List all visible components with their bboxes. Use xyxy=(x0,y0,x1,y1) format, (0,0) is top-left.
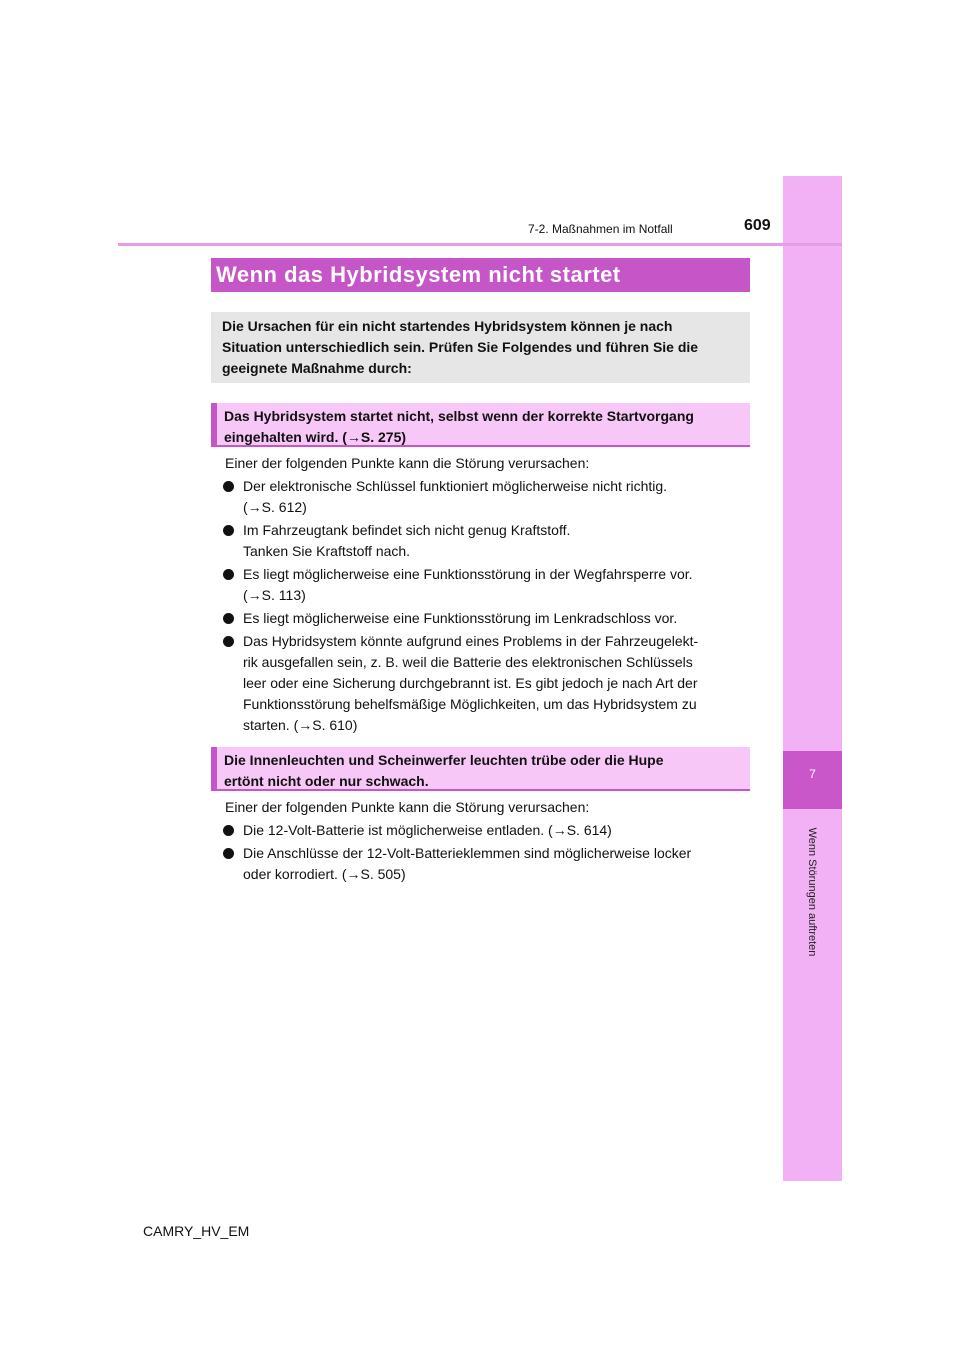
page-title: Wenn das Hybridsystem nicht startet xyxy=(211,258,750,292)
list-item xyxy=(219,608,745,629)
item-line: Tanken Sie Kraftstoff nach. xyxy=(243,543,411,559)
subheading-innenleuchten xyxy=(211,747,750,791)
item-line: Die Anschlüsse der 12-Volt-Batterieklemmen sind möglicherweise locker xyxy=(243,845,692,861)
item-line: Es liegt möglicherweise eine Funktionsstörung im Lenkradschloss vor. xyxy=(243,610,678,626)
item-line: Es liegt möglicherweise eine Funktionsstörung in der Wegfahrsperre vor. xyxy=(243,566,693,582)
item-line: Der elektronische Schlüssel funktioniert möglicherweise nicht richtig. xyxy=(243,478,668,494)
bullet-icon xyxy=(223,481,234,492)
subheading-line: Die Innenleuchten und Scheinwerfer leuchten trübe oder die Hupe xyxy=(224,752,664,768)
section-lead: Einer der folgenden Punkte kann die Störung verursachen: xyxy=(225,455,590,471)
subheading-startvorgang xyxy=(211,403,750,447)
chapter-side-tab xyxy=(783,176,842,1181)
item-line: Das Hybridsystem könnte aufgrund eines Problems in der Fahrzeugelekt- xyxy=(243,633,699,649)
item-line: Die 12-Volt-Batterie ist möglicherweise entladen. (→S. 614) xyxy=(243,822,612,838)
chapter-label: Wenn Störungen auftreten xyxy=(806,827,818,957)
list-item xyxy=(219,476,745,518)
section-lead: Einer der folgenden Punkte kann die Störung verursachen: xyxy=(225,799,590,815)
bullet-icon xyxy=(223,825,234,836)
bullet-icon xyxy=(223,569,234,580)
bullet-icon xyxy=(223,613,234,624)
bullet-icon xyxy=(223,848,234,859)
chapter-number: 7 xyxy=(809,767,816,781)
item-line: oder korrodiert. (→S. 505) xyxy=(243,866,406,882)
subheading-line: ertönt nicht oder nur schwach. xyxy=(224,773,429,789)
page-number: 609 xyxy=(744,217,771,234)
bullet-icon xyxy=(223,525,234,536)
section-path: 7-2. Maßnahmen im Notfall xyxy=(528,222,673,236)
cause-list xyxy=(219,476,745,738)
list-item xyxy=(219,520,745,562)
subheading-line: eingehalten wird. (→S. 275) xyxy=(224,429,407,445)
item-line: starten. (→S. 610) xyxy=(243,717,358,733)
item-line: Im Fahrzeugtank befindet sich nicht genug Kraftstoff. xyxy=(243,522,571,538)
item-line: (→S. 612) xyxy=(243,499,307,515)
intro-line: geeignete Maßnahme durch: xyxy=(222,360,412,376)
subheading-line: Das Hybridsystem startet nicht, selbst wenn der korrekte Startvorgang xyxy=(224,408,694,424)
list-item xyxy=(219,843,745,885)
list-item xyxy=(219,564,745,606)
item-line: leer oder eine Sicherung durchgebrannt ist. Es gibt jedoch je nach Art der xyxy=(243,675,698,691)
bullet-icon xyxy=(223,636,234,647)
item-line: Funktionsstörung behelfsmäßige Möglichkeiten, um das Hybridsystem zu xyxy=(243,696,697,712)
list-item xyxy=(219,631,745,736)
document-code: CAMRY_HV_EM xyxy=(143,1223,250,1239)
intro-line: Situation unterschiedlich sein. Prüfen Sie Folgendes und führen Sie die xyxy=(222,339,699,355)
header-rule xyxy=(118,243,842,246)
intro-box xyxy=(211,312,750,383)
item-line: rik ausgefallen sein, z. B. weil die Batterie des elektronischen Schlüssels xyxy=(243,654,693,670)
item-line: (→S. 113) xyxy=(243,587,306,603)
intro-line: Die Ursachen für ein nicht startendes Hybridsystem können je nach xyxy=(222,318,673,334)
list-item xyxy=(219,820,745,841)
cause-list xyxy=(219,820,745,887)
